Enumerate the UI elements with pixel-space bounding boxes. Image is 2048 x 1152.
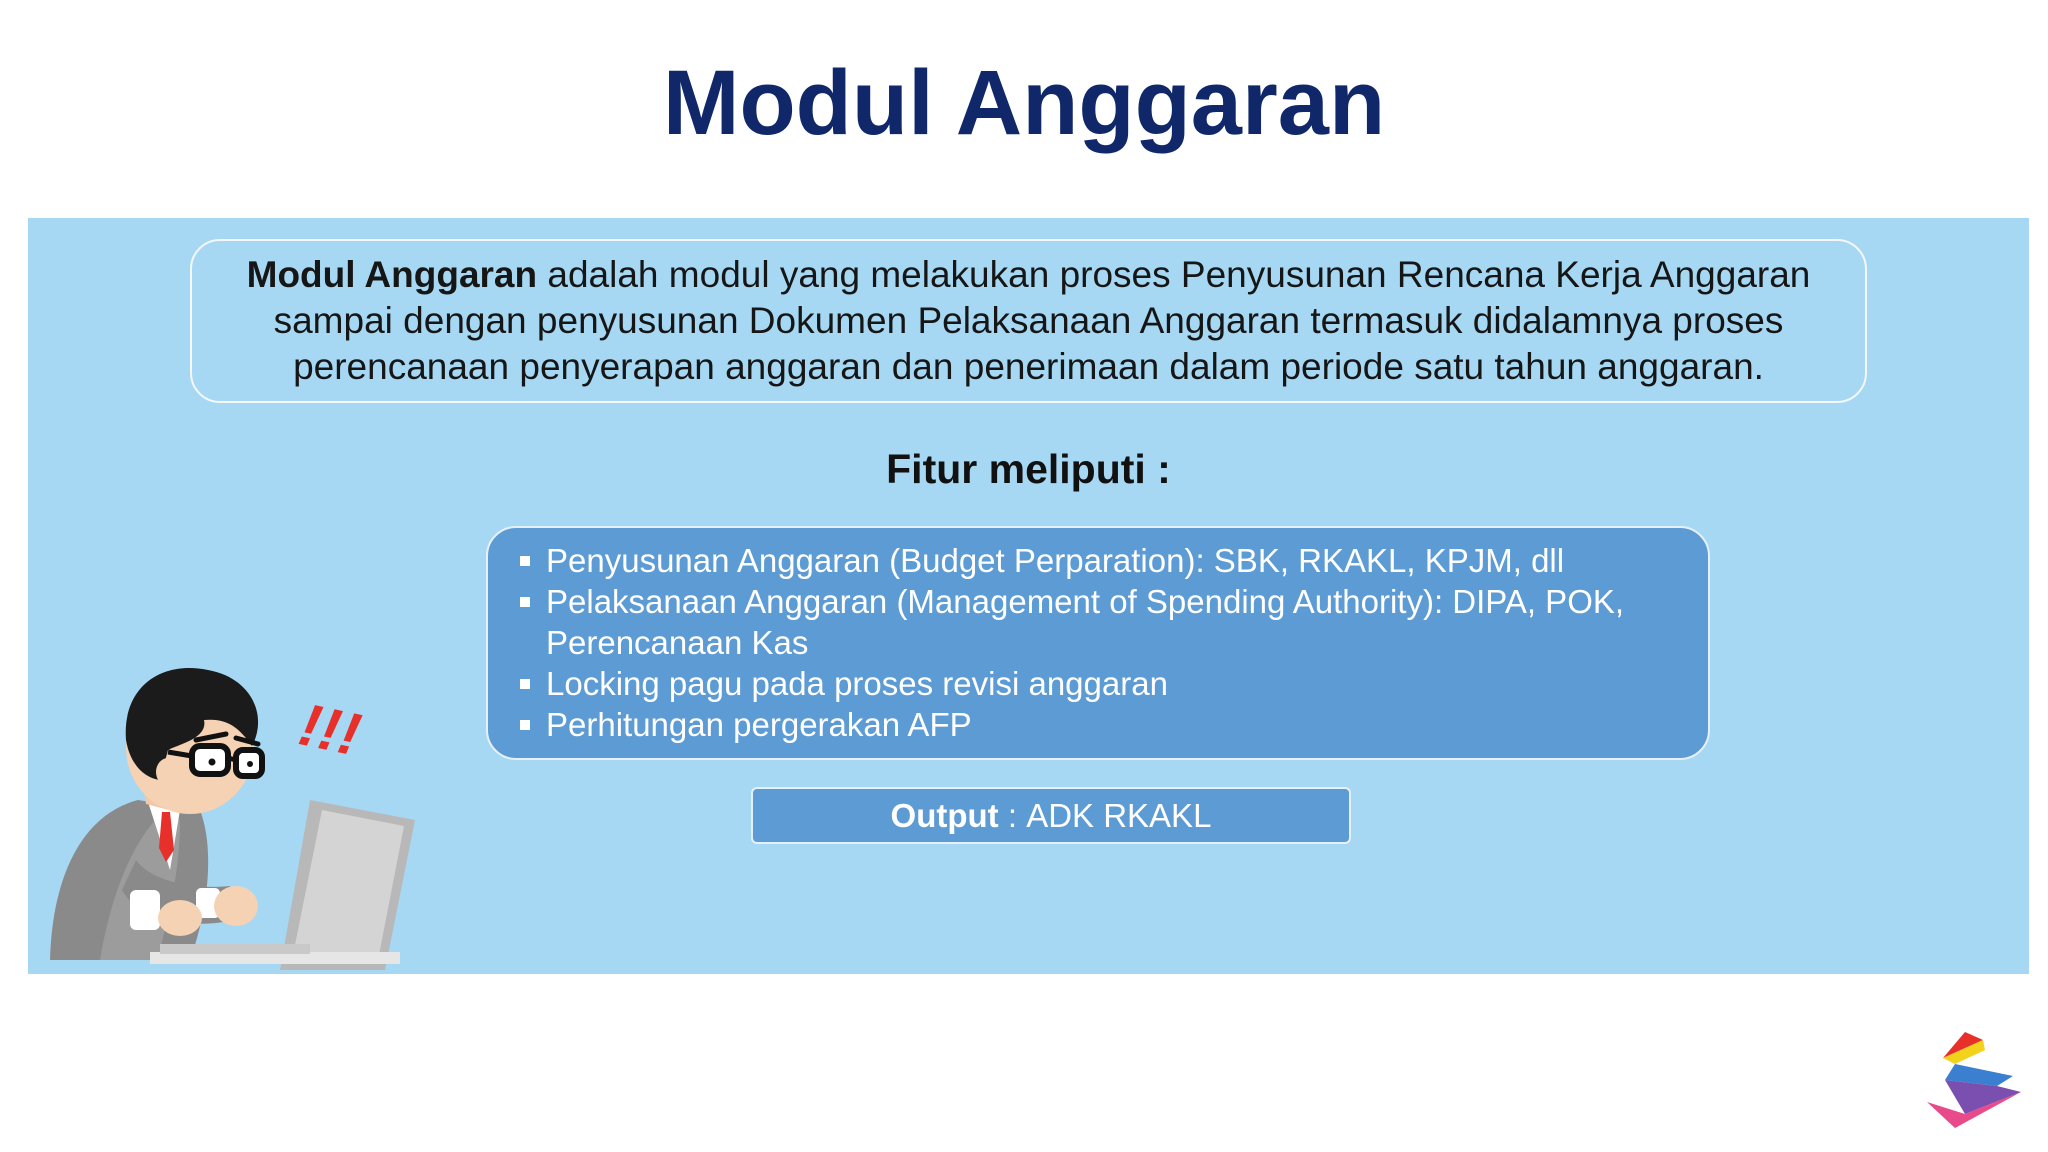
feature-item-budget-execution: Pelaksanaan Anggaran (Management of Spending Authority): DIPA, POK, Perencanaan Kas [518,581,1668,663]
description-body: adalah modul yang melakukan proses Penyusunan Rencana Kerja Anggaran sampai dengan penyusunan Dokumen Pelaksanaan Anggaran termasuk didalamnya proses perencanaan penyerapan anggaran dan penerimaan dalam periode satu tahun anggaran. [273,254,1811,387]
features-box [486,526,1710,760]
features-heading: Fitur meliputi : [886,446,1171,492]
features-list [518,540,1668,745]
worried-office-worker-laptop-icon [30,640,430,975]
feature-item-locking-pagu: Locking pagu pada proses revisi anggaran [518,663,1668,704]
feature-item-afp: Perhitungan pergerakan AFP [518,704,1668,745]
output-value: ADK RKAKL [1026,796,1212,834]
description-bold-term: Modul Anggaran [246,254,538,295]
page-title: Modul Anggaran [662,52,1386,154]
output-separator: : [998,796,1027,834]
output-label: Output [890,796,999,834]
description-box [190,239,1867,403]
exclamation-marks: !!! [293,690,367,769]
description-text [212,252,1845,390]
feature-item-budget-preparation: Penyusunan Anggaran (Budget Perparation): SBK, RKAKL, KPJM, dll [518,540,1668,581]
output-box [751,787,1351,844]
brand-logo-icon [1925,1030,2025,1135]
